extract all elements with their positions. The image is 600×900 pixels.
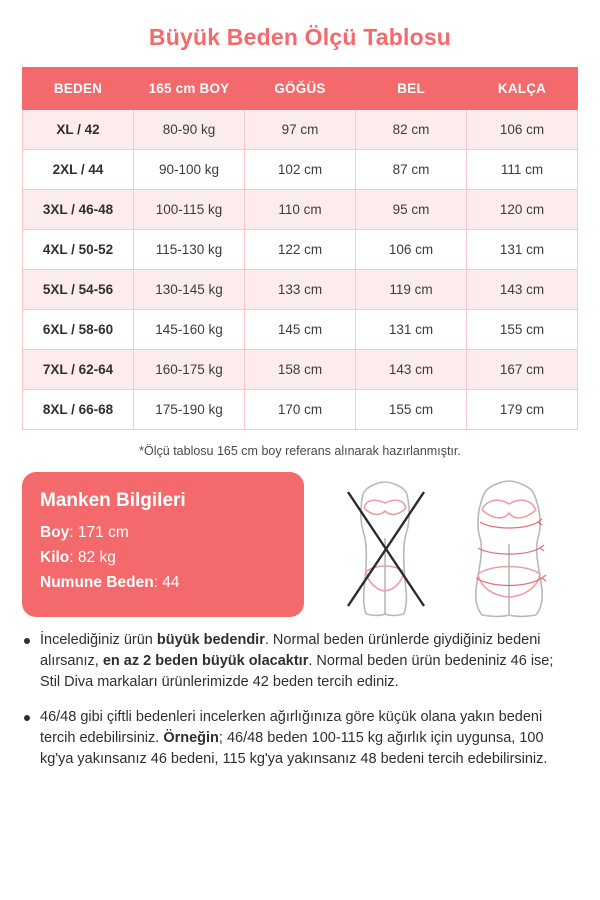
- bullet-run: . Normal beden ürün bedeniniz 46 ise; Stil Diva markaları ürünlerimizde 42 beden tercih ediniz.: [40, 653, 554, 691]
- bullet-emphasis: Örneğin: [163, 730, 219, 747]
- measure-cell: 133 cm: [245, 270, 356, 310]
- model-info-row: [40, 524, 286, 542]
- info-bullet-list: [22, 630, 578, 770]
- measure-cell: 145 cm: [245, 310, 356, 350]
- bullet-text: [40, 630, 576, 693]
- column-header-beden: BEDEN: [23, 68, 134, 110]
- model-info-card: [22, 472, 304, 617]
- model-info-value: : 82 kg: [69, 549, 116, 566]
- page-title: Büyük Beden Ölçü Tablosu: [148, 24, 452, 50]
- measure-cell: 90-100 kg: [134, 150, 245, 190]
- measure-cell: 131 cm: [356, 310, 467, 350]
- size-label-cell: 4XL / 50-52: [23, 230, 134, 270]
- table-row: [23, 190, 578, 230]
- column-header-bel: BEL: [356, 68, 467, 110]
- size-label-cell: 2XL / 44: [23, 150, 134, 190]
- model-info-heading: Manken Bilgileri: [40, 490, 186, 511]
- measure-cell: 82 cm: [356, 110, 467, 150]
- measure-cell: 167 cm: [467, 350, 578, 390]
- measure-cell: 110 cm: [245, 190, 356, 230]
- size-label-cell: 8XL / 66-68: [23, 390, 134, 430]
- measure-cell: 102 cm: [245, 150, 356, 190]
- bullet-run: İncelediğiniz ürün: [40, 632, 157, 648]
- slim-figure-crossed-out-icon: [330, 478, 440, 618]
- size-table: [22, 67, 578, 430]
- model-info-value: : 44: [153, 574, 180, 591]
- measure-cell: 122 cm: [245, 230, 356, 270]
- model-info-label: Kilo: [40, 549, 70, 566]
- table-row: [23, 270, 578, 310]
- column-header-kalca: KALÇA: [467, 68, 578, 110]
- bullet-emphasis: büyük bedendir: [156, 632, 265, 648]
- measure-cell: 130-145 kg: [134, 270, 245, 310]
- measure-cell: 170 cm: [245, 390, 356, 430]
- model-info-row: [40, 549, 286, 567]
- size-table-body: [23, 110, 578, 430]
- model-info-label: Boy: [40, 524, 70, 541]
- measure-cell: 80-90 kg: [134, 110, 245, 150]
- measure-cell: 106 cm: [356, 230, 467, 270]
- measure-cell: 95 cm: [356, 190, 467, 230]
- bullet-text: [40, 707, 576, 770]
- measure-cell: 120 cm: [467, 190, 578, 230]
- table-row: [23, 230, 578, 270]
- bullet-run: . Normal beden ürünlerde giydiğiniz bedeni alırsanız,: [40, 632, 541, 670]
- model-info-row: [40, 574, 286, 592]
- model-info-label: Numune Beden: [40, 574, 154, 591]
- column-header-gogus: GÖĞÜS: [245, 68, 356, 110]
- size-label-cell: XL / 42: [23, 110, 134, 150]
- bullet-dot-icon: [24, 638, 30, 644]
- table-row: [23, 390, 578, 430]
- bullet-emphasis: en az 2 beden büyük olacaktır: [102, 653, 309, 670]
- size-table-head: [23, 68, 578, 110]
- measure-cell: 155 cm: [467, 310, 578, 350]
- measure-cell: 145-160 kg: [134, 310, 245, 350]
- plus-size-body-svg: [454, 478, 564, 618]
- size-label-cell: 3XL / 46-48: [23, 190, 134, 230]
- measure-cell: 115-130 kg: [134, 230, 245, 270]
- list-item: [24, 630, 576, 693]
- measure-cell: 106 cm: [467, 110, 578, 150]
- bullet-dot-icon: [24, 715, 30, 721]
- measure-cell: 100-115 kg: [134, 190, 245, 230]
- table-row: [23, 310, 578, 350]
- table-row: [23, 150, 578, 190]
- plus-size-figure-measured-icon: [454, 478, 564, 618]
- measurement-lines: [476, 519, 546, 586]
- body-figures: [316, 472, 578, 618]
- table-row: [23, 110, 578, 150]
- size-label-cell: 7XL / 62-64: [23, 350, 134, 390]
- table-header-row: [23, 68, 578, 110]
- model-info-value: : 171 cm: [69, 524, 129, 541]
- measure-cell: 143 cm: [356, 350, 467, 390]
- table-row: [23, 350, 578, 390]
- measure-cell: 111 cm: [467, 150, 578, 190]
- measure-cell: 175-190 kg: [134, 390, 245, 430]
- measure-cell: 143 cm: [467, 270, 578, 310]
- column-header-boy: 165 cm BOY: [134, 68, 245, 110]
- cross-out-mark: [348, 492, 424, 606]
- measure-cell: 131 cm: [467, 230, 578, 270]
- measure-cell: 87 cm: [356, 150, 467, 190]
- slim-body-svg: [330, 478, 440, 618]
- measure-cell: 155 cm: [356, 390, 467, 430]
- measure-cell: 160-175 kg: [134, 350, 245, 390]
- reference-note: *Ölçü tablosu 165 cm boy referans alınarak hazırlanmıştır.: [139, 444, 461, 458]
- measure-cell: 179 cm: [467, 390, 578, 430]
- model-info-section: [22, 472, 578, 618]
- size-label-cell: 6XL / 58-60: [23, 310, 134, 350]
- measure-cell: 158 cm: [245, 350, 356, 390]
- size-label-cell: 5XL / 54-56: [23, 270, 134, 310]
- measure-cell: 97 cm: [245, 110, 356, 150]
- bullet-run: ; 46/48 beden 100-115 kg ağırlık için uygunsa, 100 kg'ya yakınsanız 46 bedeni, 115 kg'ya yakınsanız 48 bedeni tercih edebilirsiniz.: [40, 730, 548, 768]
- measure-cell: 119 cm: [356, 270, 467, 310]
- list-item: [24, 707, 576, 770]
- bullet-run: 46/48 gibi çiftli bedenleri incelerken ağırlığınıza göre küçük olana yakın bedeni tercih edebilirsiniz.: [40, 709, 543, 747]
